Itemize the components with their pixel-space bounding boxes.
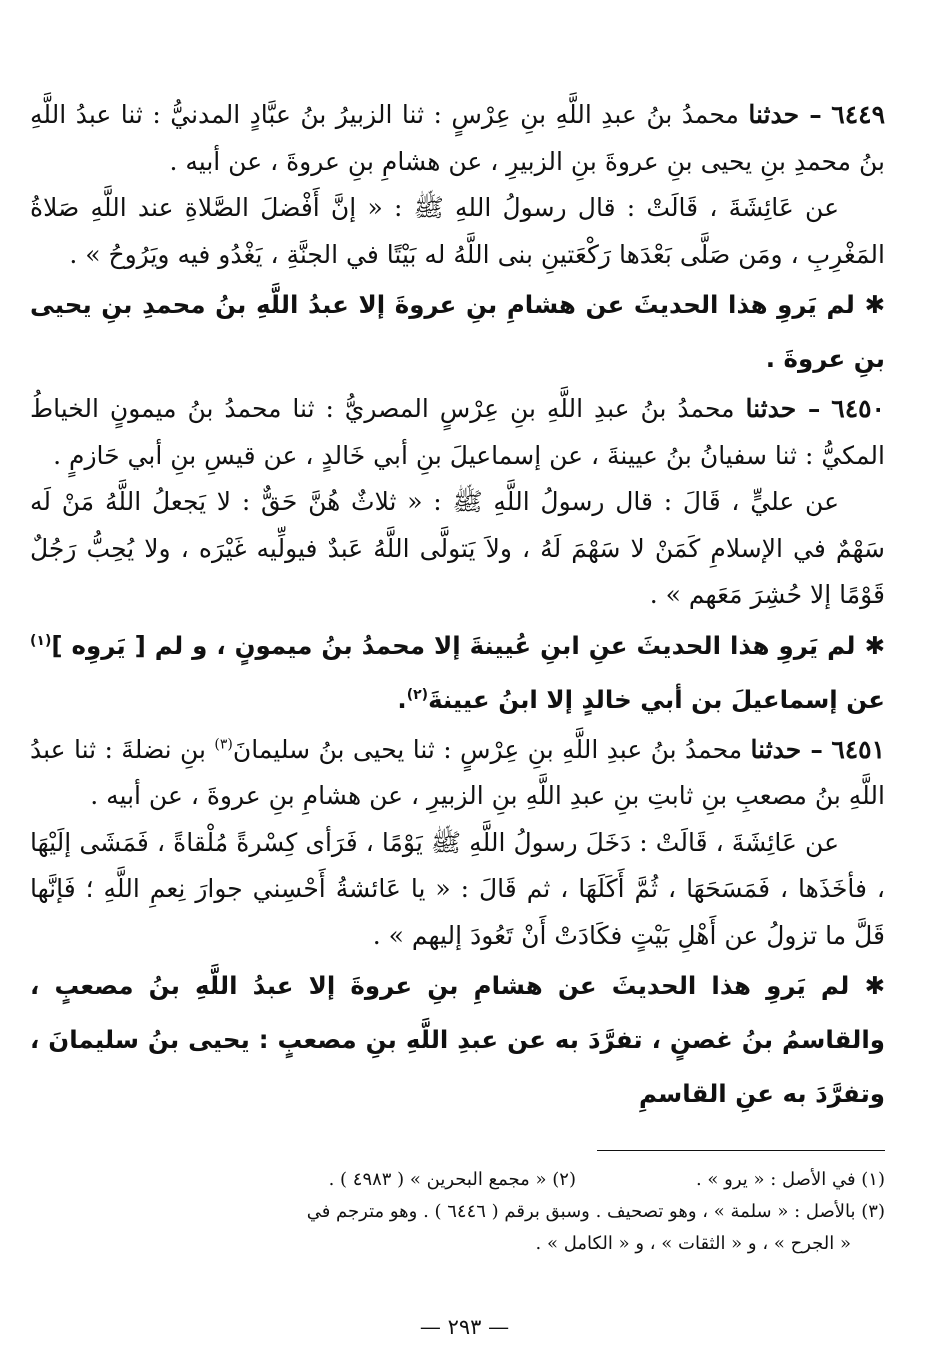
- footnote-ref-3: (٣): [214, 736, 233, 753]
- hadith-6450-matn: عن عليٍّ ، قَالَ : قال رسولُ اللَّهِ ﷺ : « ثلاثٌ هُنَّ حَقٌّ : لا يَجعلُ اللَّهُ مَنْ لَه سَهْمٌ في الإسلامِ كَمَنْ لا سَهْمَ لَهُ ، ولاَ يَتولَّى اللَّهُ عَبدٌ فيولِّيه غَيْرَه ، ولا يُحِبُّ رَجُلٌ قَوْمًا إلا حُشِرَ مَعَهم » .: [30, 487, 885, 609]
- note-end: .: [397, 684, 407, 714]
- footnote-ref-2: (٢): [406, 686, 429, 703]
- footnote-3-continued: « الجرح » ، و « الثقات » ، و « الكامل » .: [535, 1233, 851, 1254]
- hadith-6451-matn: عن عَائِشَةَ ، قَالَتْ : دَخَلَ رسولُ اللَّهِ ﷺ يَوْمًا ، فَرَأى كِسْرةً مُلْقاةً ، فَمَشَى إلَيْهَا ، فأخَذَها ، فَمَسَحَهَا ، ثُمَّ أَكَلَهَا ، ثم قَالَ : « يا عَائشةُ أَحْسِني جوارَ نِعمِ اللَّهِ ؛ فَإنَّها قَلَّ ما تزولُ عن أَهْلِ بَيْتٍ فكَادَتْ أَنْ تَعُودَ إليهم » .: [30, 827, 885, 950]
- isnad-text: محمدُ بنُ عبدِ اللَّهِ بنِ عِرْسٍ : ثنا الزبيرُ بنُ عبَّادٍ المدنيُّ : ثنا عبدُ اللَّهِ بنُ محمدِ بنِ يحيى بنِ عروةَ بنِ الزبيرِ ، عن هشامِ بنِ عروةَ ، عن أبيه .: [30, 100, 885, 176]
- hadith-6450-note: [30, 619, 885, 727]
- hadith-6450-isnad: [30, 386, 885, 479]
- hadith-6449-note: ✱ لم يَروِ هذا الحديثَ عن هشامِ بنِ عروةَ إلا عبدُ اللَّهِ بنُ محمدِ بنِ يحيى بنِ عروةَ .: [30, 290, 885, 373]
- note-text: ✱ لم يَروِ هذا الحديثَ عنِ ابنِ عُيينةَ إلا محمدُ بنُ ميمونٍ ، و لم [ يَروِه ]: [51, 630, 885, 660]
- footnote-3: (٣) بالأصل : « سلمة » ، وهو تصحيف . وسبق برقم ( ٦٤٤٦ ) . وهو مترجم في: [306, 1201, 885, 1222]
- footnote-divider: [597, 1150, 885, 1151]
- isnad-text: محمدُ بنُ عبدِ اللَّهِ بنِ عِرْسٍ : ثنا يحيى بنُ سليمانَ: [232, 734, 743, 764]
- footnote-2: (٢) « مجمع البحرين » ( ٤٩٨٣ ) .: [328, 1169, 576, 1190]
- footnotes: [30, 1164, 885, 1260]
- note-text: عن إسماعيلَ بن أبي خالدٍ إلا ابنُ عيينةَ: [428, 684, 885, 714]
- isnad-text: محمدُ بنُ عبدِ اللَّهِ بنِ عِرْسٍ المصريُّ : ثنا محمدُ بنُ ميمونٍ الخياطُ المكيُّ : ثنا سفيانُ بنُ عيينةَ ، عن إسماعيلَ بنِ أبي خَالدٍ ، عن قيسِ بنِ أبي حَازمٍ .: [30, 394, 885, 470]
- hadith-intro: – حدثنا: [748, 100, 822, 129]
- hadith-number: ٦٤٤٩: [831, 100, 886, 129]
- footnote-ref-1: (١): [30, 632, 52, 649]
- page-number: — ٢٩٣ —: [419, 1315, 510, 1339]
- hadith-number: ٦٤٥٠: [831, 394, 885, 423]
- main-text: [30, 92, 885, 1121]
- isnad-text: بنِ نضلةَ : ثنا عبدُ اللَّهِ بنُ مصعبِ بنِ ثابتِ بنِ عبدِ اللَّهِ بنِ الزبيرِ ، عن هشامِ بنِ عروةَ ، عن أبيه .: [30, 734, 885, 810]
- hadith-intro: – حدثنا: [750, 734, 823, 764]
- hadith-6449-matn: عن عَائِشَةَ ، قَالَتْ : قال رسولُ اللهِ ﷺ : « إنَّ أَفْضلَ الصَّلاةِ عند اللَّهِ صَلاةُ المَغْرِبِ ، ومَن صَلَّى بَعْدَها رَكْعَتينِ بنى اللَّهُ له بَيْتًا في الجنَّةِ ، يَغْدُو فيه ويَرُوحُ » .: [30, 193, 885, 269]
- hadith-intro: – حدثنا: [745, 394, 821, 423]
- hadith-6449-isnad: [30, 92, 885, 185]
- hadith-6451-note: ✱ لم يَروِ هذا الحديثَ عن هشامِ بنِ عروةَ إلا عبدُ اللَّهِ بنُ مصعبٍ ، والقاسمُ بنُ غصنٍ ، تفرَّدَ به عن عبدِ اللَّهِ بنِ مصعبٍ : يحيى بنُ سليمانَ ، وتفرَّدَ به عنِ القاسمِ: [30, 971, 885, 1108]
- hadith-number: ٦٤٥١: [831, 734, 886, 764]
- hadith-6451-isnad: [30, 727, 885, 820]
- footnote-1: (١) في الأصل : « يرو » .: [695, 1169, 885, 1190]
